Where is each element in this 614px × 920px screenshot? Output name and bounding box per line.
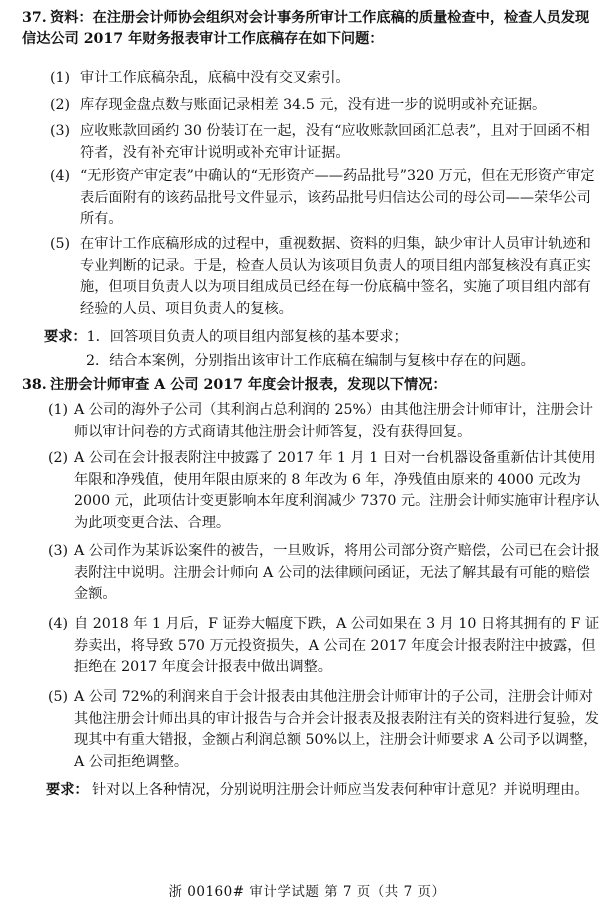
q37-item-1 bbox=[50, 68, 600, 90]
item-text: 在审计工作底稿形成的过程中，重视数据、资料的归集，缺少审计人员审计轨迹和专业判断的记录。于是，检查人员认为该项目负责人的项目组内部复核没有真正实施，但项目负责人以为项目组成员已经在每一份底稿中签名，实施了项目组内部有经验的人员、项目负责人的复核。 bbox=[80, 236, 591, 317]
question-37-stem bbox=[22, 8, 598, 50]
item-text: 审计工作底稿杂乱，底稿中没有交叉索引。 bbox=[80, 70, 350, 86]
item-text: 自 2018 年 1 月后，F 证券大幅度下跌，A 公司如果在 3 月 10 日将其拥有的 F 证券卖出，将导致 570 万元投资损失，A 公司在 2017 年度会计报表附注中披露，但拒绝在 2017 年度会计报表中做出调整。 bbox=[74, 616, 600, 675]
item-text: A 公司的海外子公司（其利润占总利润的 25%）由其他注册会计师审计，注册会计师以审计问卷的方式商请其他注册会计师答复，没有获得回复。 bbox=[74, 402, 593, 440]
item-label: (1) bbox=[48, 402, 69, 418]
q37-item-5 bbox=[50, 234, 600, 320]
item-label: (4) bbox=[48, 616, 69, 632]
requirement-label: 要求： bbox=[44, 329, 87, 345]
q37-item-3 bbox=[50, 121, 600, 164]
requirement-text: 针对以上各种情况，分别说明注册会计师应当发表何种审计意见？并说明理由。 bbox=[92, 782, 589, 798]
item-text: A 公司作为某诉讼案件的被告，一旦败诉，将用公司部分资产赔偿，公司已在会计报表附注中说明。注册会计师向 A 公司的法律顾问函证，无法了解其最有可能的赔偿金额。 bbox=[74, 543, 600, 602]
question-number: 37. bbox=[22, 10, 47, 26]
requirement-label: 要求： bbox=[46, 782, 89, 798]
question-stem-text: 注册会计师审查 A 公司 2017 年度会计报表，发现以下情况： bbox=[50, 377, 447, 393]
question-number: 38. bbox=[22, 377, 47, 393]
requirement-text: 1．回答项目负责人的项目组内部复核的基本要求； bbox=[86, 329, 408, 345]
q38-item-5 bbox=[48, 687, 600, 773]
item-label: (5) bbox=[50, 236, 71, 252]
question-38-stem bbox=[22, 375, 598, 396]
q38-item-2 bbox=[48, 448, 600, 534]
item-text: “无形资产审定表”中确认的“无形资产——药品批号”320 万元，但在无形资产审定表后面附有的该药品批号文件显示，该药品批号归信达公司的母公司——荣华公司所有。 bbox=[80, 168, 595, 227]
q38-item-4 bbox=[48, 614, 600, 679]
item-label: (3) bbox=[48, 543, 69, 559]
item-label: (3) bbox=[50, 123, 71, 139]
item-text: 应收账款回函约 30 份装订在一起，没有“应收账款回函汇总表”，且对于回函不相符者，没有补充审计说明或补充审计证据。 bbox=[80, 123, 590, 161]
page-footer: 浙 00160# 审计学试题 第 7 页（共 7 页） bbox=[168, 884, 446, 900]
q37-requirement-2 bbox=[86, 351, 600, 373]
item-label: (2) bbox=[48, 450, 69, 466]
item-label: (2) bbox=[50, 97, 71, 113]
q38-item-1 bbox=[48, 400, 600, 443]
question-stem-text: 资料：在注册会计师协会组织对会计事务所审计工作底稿的质量检查中，检查人员发现信达公司 2017 年财务报表审计工作底稿存在如下问题： bbox=[22, 10, 590, 47]
q38-requirement bbox=[46, 780, 600, 802]
item-label: (4) bbox=[50, 168, 71, 184]
q37-item-4 bbox=[50, 166, 600, 231]
item-text: A 公司 72%的利润来自于会计报表由其他注册会计师审计的子公司，注册会计师对其他注册会计师出具的审计报告与合并会计报表及报表附注有关的资料进行复验，发现其中有重大错报，金额占利润总额 50%以上，注册会计师要求 A 公司予以调整，A 公司拒绝调整。 bbox=[74, 689, 599, 770]
item-label: (5) bbox=[48, 689, 69, 705]
item-text: A 公司在会计报表附注中披露了 2017 年 1 月 1 日对一台机器设备重新估计其使用年限和净残值，使用年限由原来的 8 年改为 6 年，净残值由原来的 4000 元改为 2000 元，此项估计变更影响本年度利润减少 7370 元。注册会计师实施审计程序认为此项变更合法、合理。 bbox=[74, 450, 600, 531]
item-label: (1) bbox=[50, 70, 71, 86]
requirement-text: 2．结合本案例，分别指出该审计工作底稿在编制与复核中存在的问题。 bbox=[86, 353, 535, 369]
q37-requirement-1 bbox=[44, 327, 600, 349]
q38-item-3 bbox=[48, 541, 600, 606]
q37-item-2 bbox=[50, 95, 600, 117]
item-text: 库存现金盘点数与账面记录相差 34.5 元，没有进一步的说明或补充证据。 bbox=[80, 97, 547, 113]
